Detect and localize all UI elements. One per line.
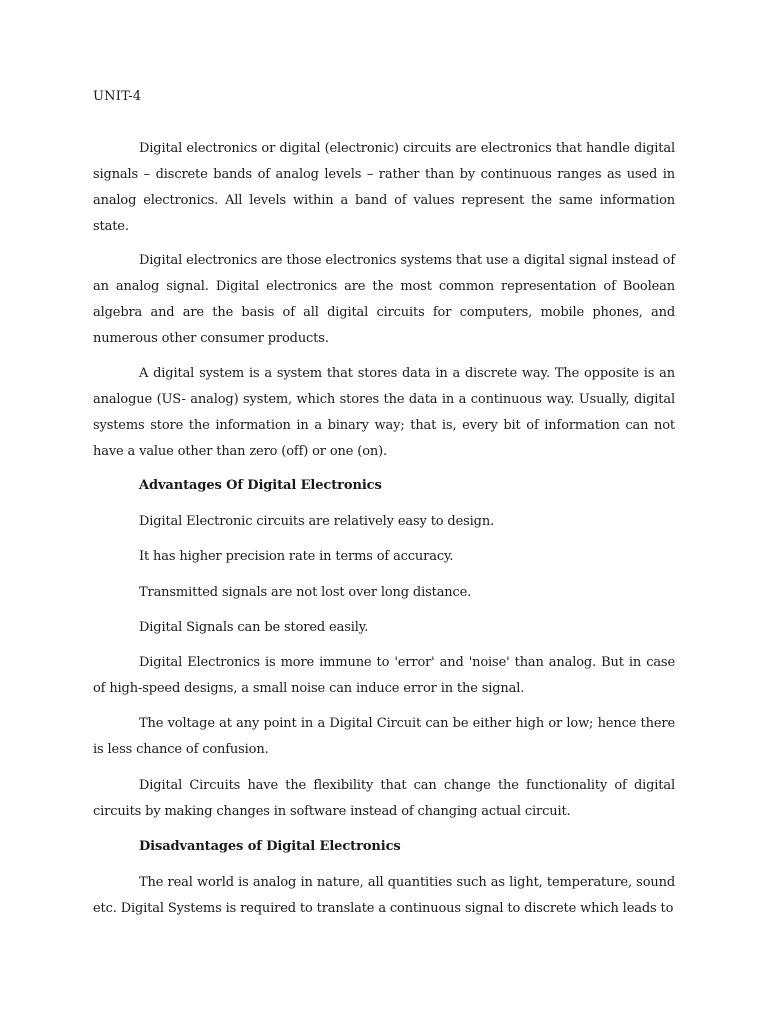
disadvantages-heading: Disadvantages of Digital Electronics — [139, 839, 401, 854]
advantage-item: Digital Circuits have the flexibility that can change the functionality of digital circuits by making changes in software instead of changing actual circuit. — [93, 778, 675, 819]
advantage-item: It has higher precision rate in terms of accuracy. — [139, 549, 454, 564]
intro-paragraph-3: A digital system is a system that stores data in a discrete way. The opposite is an analogue (US- analog) system, which stores the data in a continuous way. Usually, digital systems store the information in a binary way; that is, every bit of information can not have a value other than zero (off) or one (on). — [93, 366, 675, 459]
advantages-heading: Advantages Of Digital Electronics — [139, 478, 382, 493]
unit-title: UNIT-4 — [93, 89, 142, 104]
intro-paragraph-1: Digital electronics or digital (electronic) circuits are electronics that handle digital signals – discrete bands of analog levels – rather than by continuous ranges as used in analog electronics. All levels within a band of values represent the same information state. — [93, 141, 675, 234]
disadvantage-item: The real world is analog in nature, all quantities such as light, temperature, sound etc. Digital Systems is required to translate a continuous signal to discrete which leads to — [93, 875, 675, 916]
advantage-item: Transmitted signals are not lost over long distance. — [139, 585, 472, 600]
advantage-item: Digital Electronic circuits are relatively easy to design. — [139, 514, 495, 529]
intro-paragraph-2: Digital electronics are those electronics systems that use a digital signal instead of an analog signal. Digital electronics are the most common representation of Boolean algebra and are the basis of all digital circuits for computers, mobile phones, and numerous other consumer products. — [93, 253, 675, 346]
advantage-item: Digital Signals can be stored easily. — [139, 620, 369, 635]
advantage-item: Digital Electronics is more immune to 'error' and 'noise' than analog. But in case of high-speed designs, a small noise can induce error in the signal. — [93, 655, 675, 696]
advantage-item: The voltage at any point in a Digital Circuit can be either high or low; hence there is less chance of confusion. — [93, 716, 675, 757]
